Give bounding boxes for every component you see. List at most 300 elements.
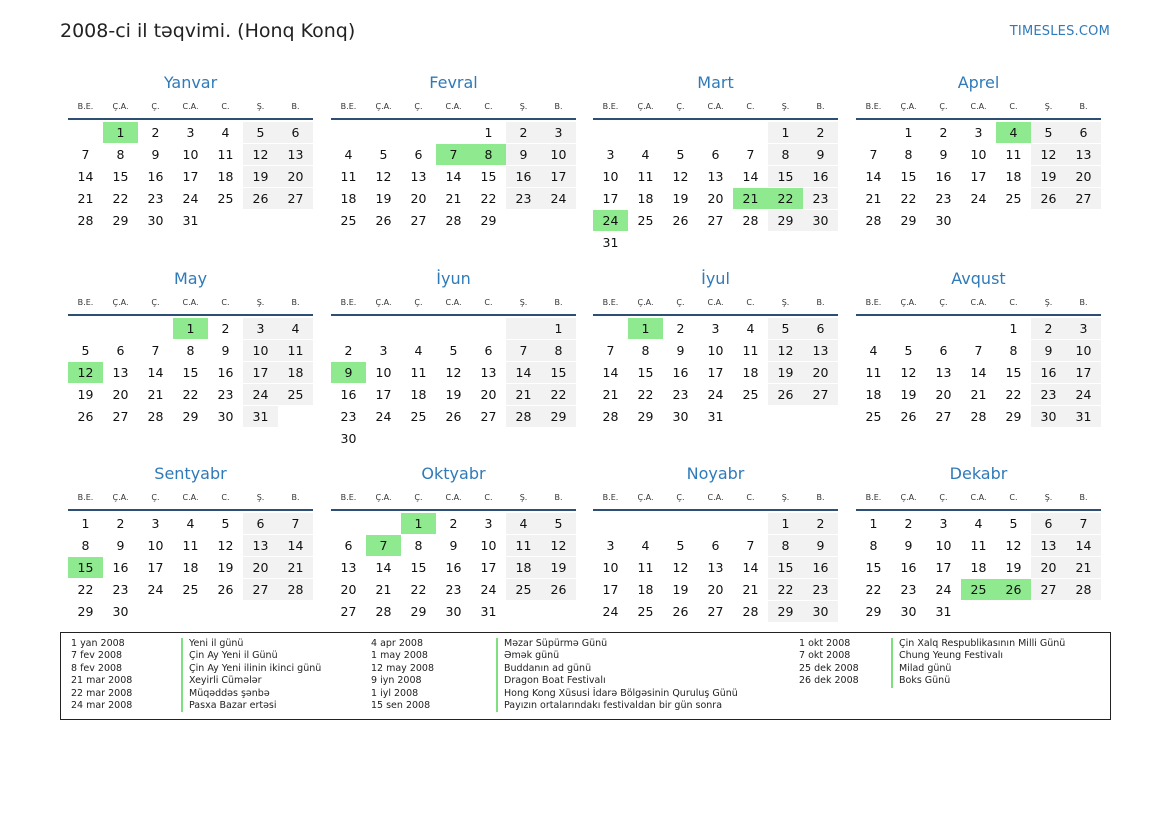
weekday-label: B. (554, 101, 563, 111)
day-cell: 8 (904, 147, 913, 162)
weekday-header (856, 290, 1101, 314)
weekday-label: C.A. (970, 101, 987, 111)
empty-cell (331, 513, 366, 534)
day-cell: 24 (1066, 384, 1101, 405)
day-cell: 7 (506, 340, 541, 361)
day-cell: 7 (81, 147, 90, 162)
day-cell: 27 (243, 579, 278, 600)
day-cell: 15 (480, 169, 497, 184)
day-grid (68, 317, 313, 427)
weekday-label: C.A. (445, 101, 462, 111)
day-cell: 31 (480, 604, 497, 619)
weekday-label: C.A. (182, 297, 199, 307)
month-11 (593, 463, 838, 622)
day-cell: 9 (221, 343, 230, 358)
day-cell: 15 (410, 560, 427, 575)
day-cell: 31 (1066, 406, 1101, 427)
day-cell: 16 (217, 365, 234, 380)
day-cell: 13 (410, 169, 427, 184)
holiday-name: Pasxa Bazar ertəsi (181, 700, 321, 712)
day-cell: 27 (707, 213, 724, 228)
day-cell: 20 (278, 166, 313, 187)
day-cell: 15 (768, 557, 803, 578)
empty-cell (471, 318, 506, 339)
empty-cell (366, 318, 401, 339)
month-name: İyul (701, 269, 730, 288)
day-cell: 17 (375, 387, 392, 402)
day-cell: 23 (803, 579, 838, 600)
day-cell: 30 (900, 604, 917, 619)
day-cell: 21 (506, 384, 541, 405)
day-cell: 31 (935, 604, 952, 619)
day-cell: 27 (410, 213, 427, 228)
weekday-label: B.E. (77, 101, 94, 111)
holiday-day-cell: 7 (366, 535, 401, 556)
month-rule (68, 314, 313, 316)
holiday-name: Chung Yeung Festivalı (891, 650, 1065, 662)
day-cell: 18 (970, 560, 987, 575)
holiday-names-col-2 (496, 638, 738, 712)
empty-cell (663, 122, 698, 143)
weekday-label: Ç.A. (112, 297, 129, 307)
day-cell: 2 (803, 513, 838, 534)
weekday-label: B.E. (602, 101, 619, 111)
weekday-label: B.E. (865, 492, 882, 502)
day-cell: 20 (707, 191, 724, 206)
day-cell: 11 (637, 169, 654, 184)
empty-cell (593, 318, 628, 339)
day-cell: 28 (1066, 579, 1101, 600)
day-cell: 6 (414, 147, 423, 162)
day-cell: 17 (935, 560, 952, 575)
day-cell: 22 (112, 191, 129, 206)
weekday-label: Ş. (519, 297, 528, 307)
day-cell: 27 (480, 409, 497, 424)
weekday-label: C. (1009, 101, 1018, 111)
day-cell: 17 (182, 169, 199, 184)
day-cell: 20 (1031, 557, 1066, 578)
weekday-label: C. (221, 492, 230, 502)
day-cell: 24 (243, 384, 278, 405)
day-cell: 17 (480, 560, 497, 575)
weekday-label: B. (1079, 101, 1088, 111)
day-cell: 27 (1031, 579, 1066, 600)
month-rule (856, 314, 1101, 316)
day-cell: 7 (974, 343, 983, 358)
day-cell: 25 (410, 409, 427, 424)
day-cell: 5 (449, 343, 458, 358)
holiday-date: 1 iyl 2008 (371, 687, 419, 699)
weekday-label: B.E. (340, 101, 357, 111)
day-cell: 13 (1066, 144, 1101, 165)
day-cell: 4 (221, 125, 230, 140)
day-cell: 26 (243, 188, 278, 209)
day-cell: 30 (803, 601, 838, 622)
weekday-header (593, 485, 838, 509)
day-cell: 3 (974, 125, 983, 140)
day-cell: 19 (541, 557, 576, 578)
day-cell: 18 (1005, 169, 1022, 184)
weekday-label: B.E. (77, 297, 94, 307)
day-cell: 26 (217, 582, 234, 597)
weekday-label: C. (1009, 297, 1018, 307)
holiday-name: Xeyirli Cümələr (181, 675, 321, 687)
site-link[interactable]: TIMESLES.COM (1009, 24, 1110, 39)
weekday-header (68, 94, 313, 118)
day-cell: 6 (939, 343, 948, 358)
day-cell: 10 (147, 538, 164, 553)
day-cell: 4 (869, 343, 878, 358)
day-cell: 26 (541, 579, 576, 600)
day-cell: 12 (217, 538, 234, 553)
empty-cell (698, 122, 733, 143)
day-cell: 21 (147, 387, 164, 402)
holiday-name: Çin Ay Yeni il Günü (181, 650, 321, 662)
weekday-label: Ç.A. (375, 297, 392, 307)
weekday-label: C. (221, 297, 230, 307)
day-cell: 14 (742, 169, 759, 184)
day-cell: 25 (506, 579, 541, 600)
month-rule (593, 314, 838, 316)
weekday-label: Ç. (414, 492, 423, 502)
day-cell: 3 (606, 538, 615, 553)
weekday-label: C.A. (707, 101, 724, 111)
month-9 (68, 463, 313, 622)
day-cell: 18 (340, 191, 357, 206)
day-cell: 12 (672, 560, 689, 575)
day-cell: 2 (1031, 318, 1066, 339)
holiday-date: 1 may 2008 (371, 650, 428, 662)
day-cell: 26 (445, 409, 462, 424)
day-cell: 4 (278, 318, 313, 339)
day-cell: 31 (602, 235, 619, 250)
day-cell: 19 (243, 166, 278, 187)
holiday-name: Dragon Boat Festivalı (496, 675, 738, 687)
day-cell: 20 (410, 191, 427, 206)
day-cell: 8 (186, 343, 195, 358)
holiday-dates-col-1 (71, 638, 132, 712)
day-cell: 10 (1066, 340, 1101, 361)
day-cell: 20 (340, 582, 357, 597)
day-cell: 4 (974, 516, 983, 531)
day-cell: 30 (935, 213, 952, 228)
day-cell: 14 (742, 560, 759, 575)
holiday-day-cell: 26 (996, 579, 1031, 600)
day-cell: 4 (641, 538, 650, 553)
day-cell: 24 (375, 409, 392, 424)
day-cell: 8 (81, 538, 90, 553)
month-rule (331, 509, 576, 511)
holiday-date: 1 okt 2008 (799, 638, 851, 649)
day-cell: 8 (768, 535, 803, 556)
month-name: Dekabr (949, 464, 1008, 483)
day-cell: 4 (641, 147, 650, 162)
day-cell: 28 (970, 409, 987, 424)
day-cell: 8 (768, 144, 803, 165)
holiday-date: 7 fev 2008 (71, 650, 123, 662)
day-cell: 11 (182, 538, 199, 553)
day-cell: 21 (77, 191, 94, 206)
weekday-label: Ş. (1044, 297, 1053, 307)
day-cell: 12 (1005, 538, 1022, 553)
weekday-label: C. (746, 492, 755, 502)
day-cell: 16 (900, 560, 917, 575)
weekday-label: Ç. (676, 492, 685, 502)
holiday-day-cell: 1 (628, 318, 663, 339)
empty-cell (103, 318, 138, 339)
day-cell: 21 (278, 557, 313, 578)
day-cell: 2 (449, 516, 458, 531)
day-cell: 10 (970, 147, 987, 162)
weekday-label: C. (746, 297, 755, 307)
weekday-label: B. (291, 492, 300, 502)
weekday-label: Ç. (939, 297, 948, 307)
empty-cell (628, 122, 663, 143)
day-cell: 1 (904, 125, 913, 140)
holiday-name: Çin Xalq Respublikasının Milli Günü (891, 638, 1065, 650)
day-cell: 18 (637, 191, 654, 206)
weekday-label: Ç. (939, 101, 948, 111)
day-cell: 17 (243, 362, 278, 383)
weekday-label: C. (484, 492, 493, 502)
day-cell: 29 (865, 604, 882, 619)
day-cell: 7 (746, 147, 755, 162)
weekday-label: B.E. (602, 297, 619, 307)
day-cell: 16 (340, 387, 357, 402)
day-cell: 29 (480, 213, 497, 228)
day-grid (331, 512, 576, 622)
day-cell: 30 (1031, 406, 1066, 427)
day-cell: 22 (1005, 387, 1022, 402)
month-name: Aprel (957, 73, 1000, 92)
month-name: May (173, 269, 208, 288)
holiday-date: 15 sen 2008 (371, 699, 431, 711)
month-10 (331, 463, 576, 622)
holiday-names-col-1 (181, 638, 321, 712)
day-cell: 29 (112, 213, 129, 228)
day-cell: 29 (541, 406, 576, 427)
day-cell: 16 (803, 557, 838, 578)
day-cell: 19 (77, 387, 94, 402)
day-cell: 7 (746, 538, 755, 553)
day-cell: 1 (768, 122, 803, 143)
day-cell: 15 (865, 560, 882, 575)
day-cell: 1 (768, 513, 803, 534)
day-cell: 14 (602, 365, 619, 380)
day-cell: 27 (707, 604, 724, 619)
holiday-names-col-3 (891, 638, 1065, 688)
holiday-name: Hong Kong Xüsusi İdarə Bölgəsinin Quruluş Günü (496, 688, 738, 700)
empty-cell (436, 318, 471, 339)
day-cell: 29 (768, 601, 803, 622)
day-cell: 14 (970, 365, 987, 380)
day-cell: 16 (803, 166, 838, 187)
day-cell: 28 (278, 579, 313, 600)
day-cell: 7 (1066, 513, 1101, 534)
weekday-label: Ç.A. (637, 297, 654, 307)
day-cell: 2 (676, 321, 685, 336)
day-cell: 2 (151, 125, 160, 140)
day-cell: 22 (77, 582, 94, 597)
day-cell: 10 (243, 340, 278, 361)
day-cell: 1 (541, 318, 576, 339)
weekday-label: Ş. (1044, 101, 1053, 111)
holiday-day-cell: 1 (401, 513, 436, 534)
day-cell: 17 (707, 365, 724, 380)
holiday-day-cell: 8 (471, 144, 506, 165)
day-cell: 28 (77, 213, 94, 228)
day-cell: 9 (939, 147, 948, 162)
month-name: Mart (697, 73, 734, 92)
day-grid (68, 121, 313, 231)
holiday-day-cell: 1 (173, 318, 208, 339)
day-cell: 31 (182, 213, 199, 228)
holiday-date: 1 yan 2008 (71, 638, 125, 649)
weekday-label: C. (484, 297, 493, 307)
day-cell: 3 (1066, 318, 1101, 339)
holiday-date: 9 iyn 2008 (371, 675, 422, 687)
month-rule (856, 509, 1101, 511)
month-rule (68, 118, 313, 120)
month-3 (593, 72, 838, 253)
day-cell: 28 (742, 604, 759, 619)
day-cell: 6 (243, 513, 278, 534)
day-cell: 12 (768, 340, 803, 361)
day-cell: 13 (112, 365, 129, 380)
day-cell: 4 (506, 513, 541, 534)
day-cell: 1 (81, 516, 90, 531)
day-cell: 9 (803, 144, 838, 165)
day-cell: 23 (672, 387, 689, 402)
day-cell: 24 (182, 191, 199, 206)
month-12 (856, 463, 1101, 622)
day-cell: 23 (217, 387, 234, 402)
day-cell: 30 (445, 604, 462, 619)
day-cell: 10 (375, 365, 392, 380)
day-cell: 22 (900, 191, 917, 206)
day-cell: 7 (869, 147, 878, 162)
day-cell: 30 (672, 409, 689, 424)
weekday-label: C. (484, 101, 493, 111)
weekday-label: Ç.A. (637, 492, 654, 502)
day-cell: 26 (672, 604, 689, 619)
day-cell: 28 (742, 213, 759, 228)
day-cell: 19 (900, 387, 917, 402)
holiday-name: Boks Günü (891, 675, 1065, 687)
holiday-name: Milad günü (891, 663, 1065, 675)
day-cell: 1 (1009, 321, 1018, 336)
day-cell: 2 (221, 321, 230, 336)
empty-cell (401, 122, 436, 143)
day-cell: 26 (768, 384, 803, 405)
weekday-label: Ş. (519, 492, 528, 502)
day-cell: 25 (182, 582, 199, 597)
day-cell: 3 (186, 125, 195, 140)
day-cell: 20 (803, 362, 838, 383)
weekday-header (68, 485, 313, 509)
weekday-header (593, 94, 838, 118)
day-cell: 7 (278, 513, 313, 534)
empty-cell (331, 122, 366, 143)
weekday-label: B.E. (340, 297, 357, 307)
empty-cell (593, 122, 628, 143)
weekday-label: B. (1079, 297, 1088, 307)
day-cell: 1 (484, 125, 493, 140)
day-cell: 11 (742, 343, 759, 358)
day-cell: 11 (410, 365, 427, 380)
day-cell: 30 (803, 210, 838, 231)
weekday-label: Ç. (151, 101, 160, 111)
day-cell: 16 (445, 560, 462, 575)
day-cell: 17 (1066, 362, 1101, 383)
holiday-day-cell: 25 (961, 579, 996, 600)
day-cell: 18 (637, 582, 654, 597)
day-cell: 23 (803, 188, 838, 209)
day-grid (593, 317, 838, 427)
weekday-label: B. (816, 297, 825, 307)
day-cell: 13 (707, 560, 724, 575)
empty-cell (733, 513, 768, 534)
day-cell: 6 (711, 147, 720, 162)
day-cell: 25 (637, 213, 654, 228)
month-4 (856, 72, 1101, 231)
month-name: Oktyabr (421, 464, 486, 483)
day-cell: 21 (742, 582, 759, 597)
weekday-header (331, 94, 576, 118)
weekday-label: Ç.A. (375, 492, 392, 502)
day-cell: 11 (1005, 147, 1022, 162)
day-grid (331, 317, 576, 449)
weekday-label: Ş. (781, 492, 790, 502)
day-cell: 14 (865, 169, 882, 184)
day-cell: 19 (672, 191, 689, 206)
weekday-label: Ç. (676, 297, 685, 307)
day-cell: 15 (182, 365, 199, 380)
day-cell: 3 (541, 122, 576, 143)
day-cell: 18 (217, 169, 234, 184)
weekday-label: Ç. (676, 101, 685, 111)
day-cell: 13 (707, 169, 724, 184)
day-cell: 18 (278, 362, 313, 383)
day-cell: 19 (1031, 166, 1066, 187)
day-cell: 6 (116, 343, 125, 358)
day-cell: 19 (375, 191, 392, 206)
day-cell: 27 (803, 384, 838, 405)
weekday-label: Ç. (151, 492, 160, 502)
holiday-name: Payızın ortalarındakı festivaldan bir gün sonra (496, 700, 738, 712)
day-cell: 5 (81, 343, 90, 358)
weekday-label: Ç. (939, 492, 948, 502)
day-cell: 9 (1031, 340, 1066, 361)
day-cell: 14 (445, 169, 462, 184)
day-cell: 5 (221, 516, 230, 531)
day-cell: 13 (278, 144, 313, 165)
day-cell: 24 (147, 582, 164, 597)
day-cell: 24 (935, 582, 952, 597)
weekday-label: Ç. (151, 297, 160, 307)
holiday-name: Məzar Süpürmə Günü (496, 638, 738, 650)
month-5 (68, 268, 313, 427)
holiday-name: Yeni il günü (181, 638, 321, 650)
day-grid (856, 317, 1101, 427)
day-cell: 8 (641, 343, 650, 358)
weekday-label: Ç. (414, 297, 423, 307)
month-rule (68, 509, 313, 511)
month-7 (593, 268, 838, 427)
day-cell: 5 (243, 122, 278, 143)
day-cell: 25 (278, 384, 313, 405)
weekday-header (68, 290, 313, 314)
